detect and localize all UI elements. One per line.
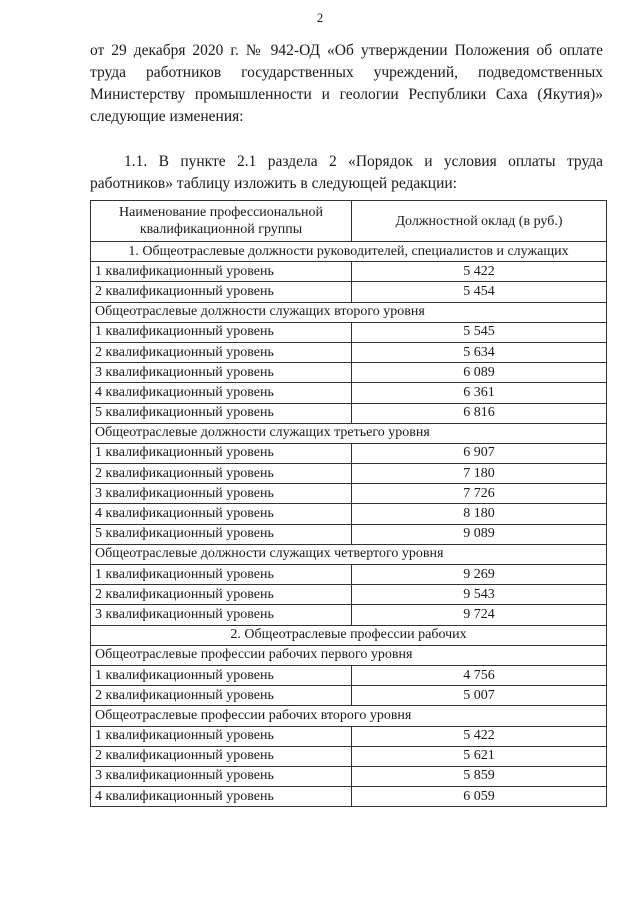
table-row xyxy=(91,322,607,342)
header-group-name: Наименование профессиональной квалификационной группы xyxy=(91,201,352,242)
qualification-level: 3 квалификационный уровень xyxy=(91,605,352,625)
qualification-level: 1 квалификационный уровень xyxy=(91,665,352,685)
salary-value: 6 907 xyxy=(352,443,607,463)
table-row xyxy=(91,262,607,282)
page-number: 2 xyxy=(316,10,324,25)
table-row xyxy=(91,282,607,302)
salary-value: 5 859 xyxy=(352,766,607,786)
table-row xyxy=(91,565,607,585)
salary-value: 5 634 xyxy=(352,342,607,362)
group-header-row xyxy=(91,544,607,564)
table-row xyxy=(91,524,607,544)
group-title: Общеотраслевые профессии рабочих второго уровня xyxy=(91,706,607,726)
table-row xyxy=(91,605,607,625)
section-title: 2. Общеотраслевые профессии рабочих xyxy=(91,625,607,645)
qualification-level: 1 квалификационный уровень xyxy=(91,726,352,746)
salary-value: 5 422 xyxy=(352,726,607,746)
qualification-level: 3 квалификационный уровень xyxy=(91,766,352,786)
qualification-level: 3 квалификационный уровень xyxy=(91,484,352,504)
group-title: Общеотраслевые должности служащих третьего уровня xyxy=(91,423,607,443)
salary-table xyxy=(90,200,607,807)
section-header-row xyxy=(91,242,607,262)
header-salary: Должностной оклад (в руб.) xyxy=(352,201,607,242)
qualification-level: 1 квалификационный уровень xyxy=(91,262,352,282)
table-header-row xyxy=(91,201,607,242)
qualification-level: 2 квалификационный уровень xyxy=(91,282,352,302)
group-header-row xyxy=(91,423,607,443)
table-row xyxy=(91,787,607,807)
group-title: Общеотраслевые должности служащих четвертого уровня xyxy=(91,544,607,564)
table-row xyxy=(91,585,607,605)
group-header-row xyxy=(91,302,607,322)
qualification-level: 4 квалификационный уровень xyxy=(91,504,352,524)
qualification-level: 5 квалификационный уровень xyxy=(91,524,352,544)
qualification-level: 1 квалификационный уровень xyxy=(91,565,352,585)
salary-value: 6 059 xyxy=(352,787,607,807)
salary-value: 9 089 xyxy=(352,524,607,544)
qualification-level: 2 квалификационный уровень xyxy=(91,746,352,766)
qualification-level: 1 квалификационный уровень xyxy=(91,322,352,342)
group-title: Общеотраслевые должности служащих второго уровня xyxy=(91,302,607,322)
salary-value: 5 621 xyxy=(352,746,607,766)
table-row xyxy=(91,342,607,362)
table-row xyxy=(91,504,607,524)
table-row xyxy=(91,766,607,786)
salary-value: 5 007 xyxy=(352,686,607,706)
salary-value: 6 816 xyxy=(352,403,607,423)
paragraph-intro: от 29 декабря 2020 г. № 942-ОД «Об утверждении Положения об оплате труда работников государственных учреждений, подведомственных Министерству промышленности и геологии Республики Саха (Якутия)» следующие изменения: xyxy=(90,42,603,125)
table-row xyxy=(91,726,607,746)
paragraph-clause-1-1: 1.1. В пункте 2.1 раздела 2 «Порядок и условия оплаты труда работников» таблицу изложить в следующей редакции: xyxy=(90,153,603,192)
salary-value: 7 726 xyxy=(352,484,607,504)
qualification-level: 4 квалификационный уровень xyxy=(91,383,352,403)
salary-value: 9 269 xyxy=(352,565,607,585)
table-row xyxy=(91,484,607,504)
salary-value: 7 180 xyxy=(352,464,607,484)
salary-value: 5 422 xyxy=(352,262,607,282)
qualification-level: 2 квалификационный уровень xyxy=(91,585,352,605)
qualification-level: 2 квалификационный уровень xyxy=(91,342,352,362)
table-row xyxy=(91,363,607,383)
section-header-row xyxy=(91,625,607,645)
qualification-level: 4 квалификационный уровень xyxy=(91,787,352,807)
salary-value: 9 724 xyxy=(352,605,607,625)
salary-value: 4 756 xyxy=(352,665,607,685)
table-row xyxy=(91,383,607,403)
qualification-level: 1 квалификационный уровень xyxy=(91,443,352,463)
qualification-level: 5 квалификационный уровень xyxy=(91,403,352,423)
table-row xyxy=(91,464,607,484)
table-row xyxy=(91,686,607,706)
table-row xyxy=(91,403,607,423)
group-header-row xyxy=(91,706,607,726)
table-body xyxy=(91,242,607,807)
group-header-row xyxy=(91,645,607,665)
qualification-level: 3 квалификационный уровень xyxy=(91,363,352,383)
salary-value: 5 454 xyxy=(352,282,607,302)
section-title: 1. Общеотраслевые должности руководителей, специалистов и служащих xyxy=(91,242,607,262)
table-row xyxy=(91,746,607,766)
qualification-level: 2 квалификационный уровень xyxy=(91,464,352,484)
group-title: Общеотраслевые профессии рабочих первого уровня xyxy=(91,645,607,665)
table-row xyxy=(91,443,607,463)
salary-value: 6 361 xyxy=(352,383,607,403)
salary-value: 8 180 xyxy=(352,504,607,524)
qualification-level: 2 квалификационный уровень xyxy=(91,686,352,706)
table-row xyxy=(91,665,607,685)
salary-value: 9 543 xyxy=(352,585,607,605)
salary-value: 6 089 xyxy=(352,363,607,383)
salary-value: 5 545 xyxy=(352,322,607,342)
